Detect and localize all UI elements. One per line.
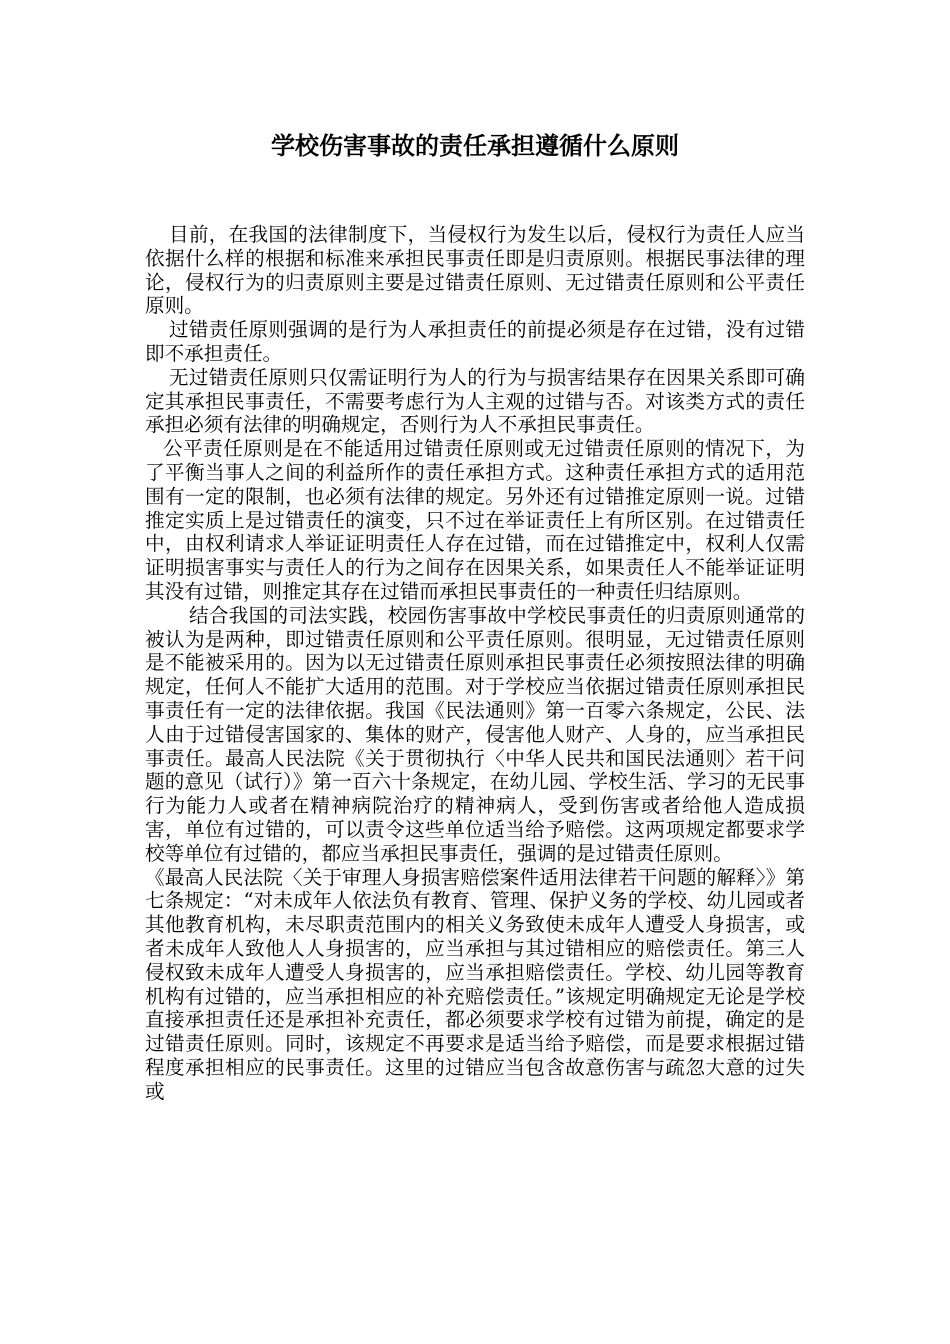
paragraph: 《最高人民法院〈关于审理人身损害赔偿案件适用法律若干问题的解释〉》第七条规定：“对未成年人依法负有教育、管理、保护义务的学校、幼儿园或者其他教育机构，未尽职责范围内的相关义务致使未成年人遭受人身损害，或者未成年人致他人人身损害的，应当承担与其过错相应的赔偿责任。第三人侵权致未成年人遭受人身损害的，应当承担赔偿责任。学校、幼儿园等教育机构有过错的，应当承担相应的补充赔偿责任。”该规定明确规定无论是学校直接承担责任还是承担补充责任，都必须要求学校有过错为前提，确定的是过错责任原则。同时，该规定不再要求是适当给予赔偿，而是要求根据过错程度承担相应的民事责任。这里的过错应当包含故意伤害与疏忽大意的过失或: [145, 865, 805, 1103]
paragraph: 无过错责任原则只仅需证明行为人的行为与损害结果存在因果关系即可确定其承担民事责任，不需要考虑行为人主观的过错与否。对该类方式的责任承担必须有法律的明确规定，否则行为人不承担民事责任。: [145, 365, 805, 437]
document-title: 学校伤害事故的责任承担遵循什么原则: [271, 131, 679, 160]
paragraph: 结合我国的司法实践，校园伤害事故中学校民事责任的归责原则通常的被认为是两种，即过错责任原则和公平责任原则。很明显，无过错责任原则是不能被采用的。因为以无过错责任原则承担民事责任必须按照法律的明确规定，任何人不能扩大适用的范围。对于学校应当依据过错责任原则承担民事责任有一定的法律依据。我国《民法通则》第一百零六条规定，公民、法人由于过错侵害国家的、集体的财产，侵害他人财产、人身的，应当承担民事责任。最高人民法院《关于贯彻执行〈中华人民共和国民法通则〉若干问题的意见（试行）》第一百六十条规定，在幼儿园、学校生活、学习的无民事行为能力人或者在精神病院治疗的精神病人，受到伤害或者给他人造成损害，单位有过错的，可以责令这些单位适当给予赔偿。这两项规定都要求学校等单位有过错的，都应当承担民事责任，强调的是过错责任原则。: [145, 603, 805, 865]
paragraph: 过错责任原则强调的是行为人承担责任的前提必须是存在过错，没有过错即不承担责任。: [145, 318, 805, 365]
paragraph: 目前，在我国的法律制度下，当侵权行为发生以后，侵权行为责任人应当依据什么样的根据和标准来承担民事责任即是归责原则。根据民事法律的理论，侵权行为的归责原则主要是过错责任原则、无过错责任原则和公平责任原则。: [145, 223, 805, 318]
document-body: [145, 223, 805, 1103]
paragraph: 公平责任原则是在不能适用过错责任原则或无过错责任原则的情况下，为了平衡当事人之间的利益所作的责任承担方式。这种责任承担方式的适用范围有一定的限制，也必须有法律的规定。另外还有过错推定原则一说。过错推定实质上是过错责任的演变，只不过在举证责任上有所区别。在过错责任中，由权利请求人举证证明责任人存在过错，而在过错推定中，权利人仅需证明损害事实与责任人的行为之间存在因果关系，如果责任人不能举证证明其没有过错，则推定其存在过错而承担民事责任的一种责任归结原则。: [145, 437, 805, 603]
